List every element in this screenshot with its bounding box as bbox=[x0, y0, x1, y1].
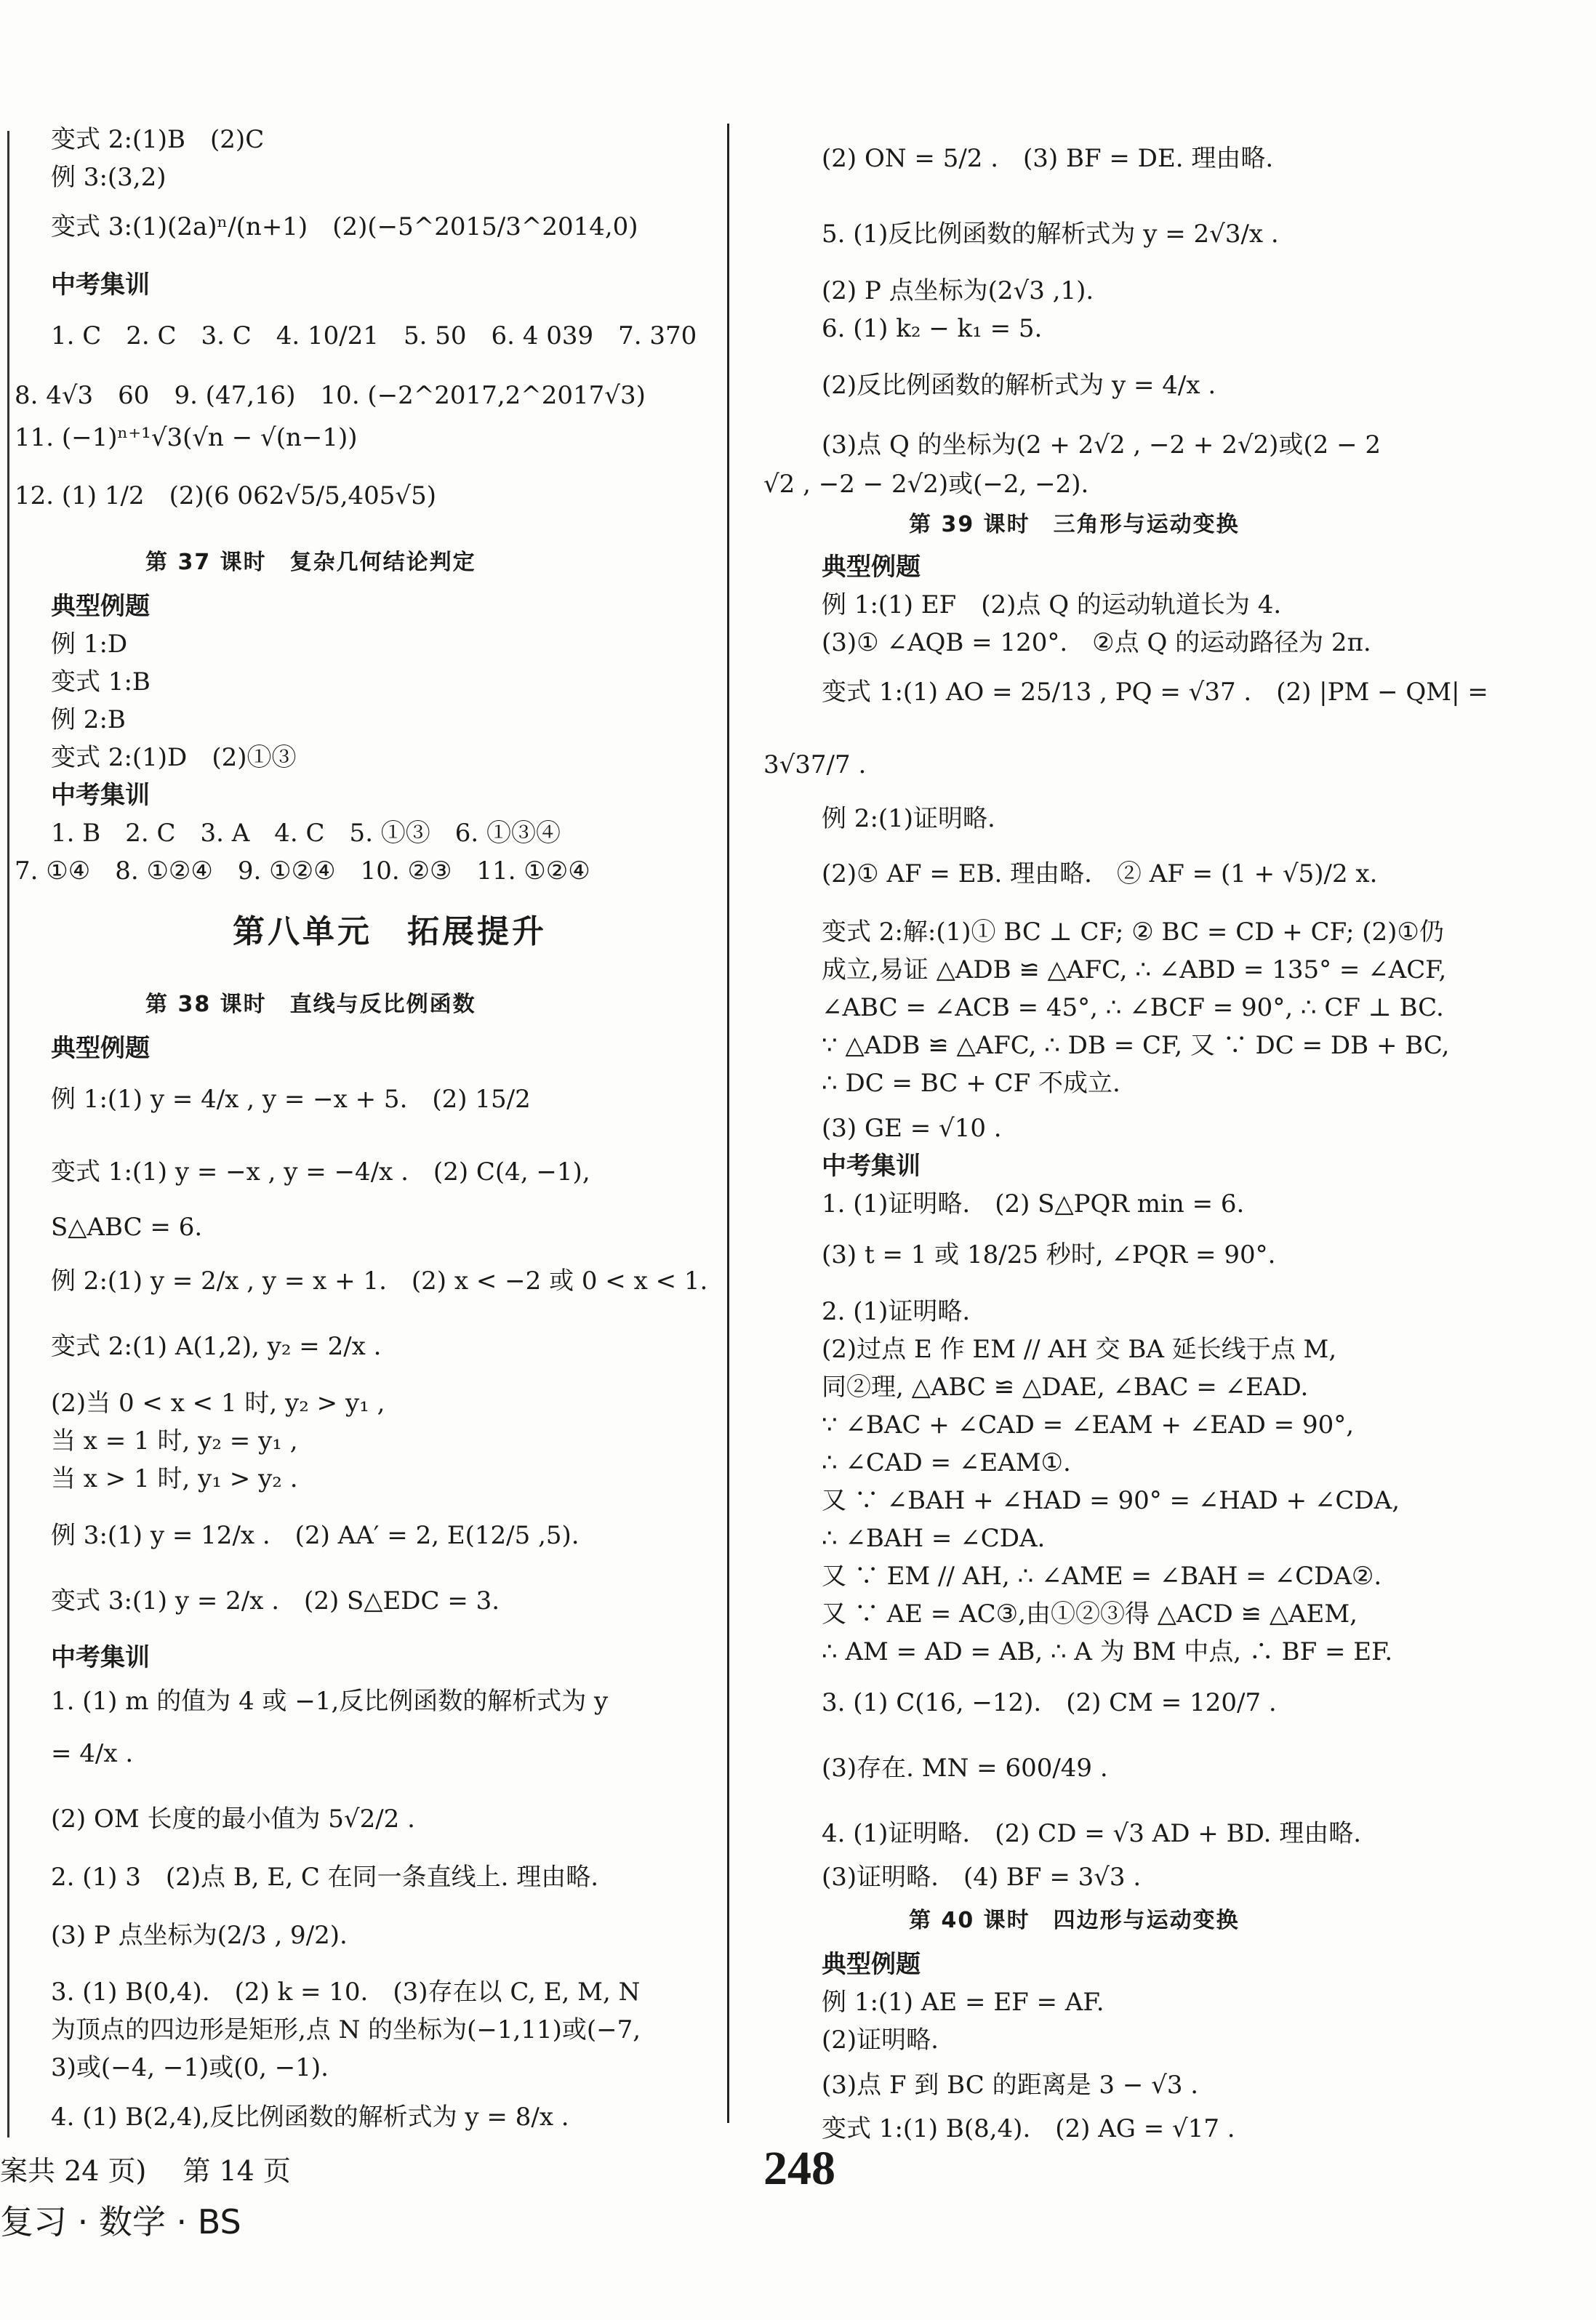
answer-line: 3)或(−4, −1)或(0, −1). bbox=[51, 2053, 329, 2082]
answer-line: 12. (1) 1/2 (2)(6 062√5/5,405√5) bbox=[15, 481, 436, 510]
section-heading: 中考集训 bbox=[822, 1152, 921, 1181]
answer-line: 1. (1)证明略. (2) S△PQR min = 6. bbox=[822, 1189, 1245, 1219]
answer-line: (2) OM 长度的最小值为 5√2/2 . bbox=[51, 1805, 415, 1834]
answer-line: √2 , −2 − 2√2)或(−2, −2). bbox=[763, 470, 1089, 499]
answer-line: 例 1:(1) y = 4/x , y = −x + 5. (2) 15/2 bbox=[51, 1085, 531, 1114]
answer-line: 又 ∵ EM // AH, ∴ ∠AME = ∠BAH = ∠CDA②. bbox=[822, 1562, 1382, 1591]
section-heading: 典型例题 bbox=[822, 553, 921, 582]
section-heading: 中考集训 bbox=[51, 781, 150, 810]
answer-line: 变式 1:(1) B(8,4). (2) AG = √17 . bbox=[822, 2114, 1235, 2143]
answer-line: 变式 2:解:(1)① BC ⊥ CF; ② BC = CD + CF; (2)①仍 bbox=[822, 918, 1444, 947]
answer-line: 例 1:(1) AE = EF = AF. bbox=[822, 1988, 1104, 2017]
section-heading: 中考集训 bbox=[51, 1643, 150, 1672]
answer-line: 为顶点的四边形是矩形,点 N 的坐标为(−1,11)或(−7, bbox=[51, 2015, 641, 2044]
answer-line: 4. (1)证明略. (2) CD = √3 AD + BD. 理由略. bbox=[822, 1819, 1362, 1848]
answer-line: 当 x = 1 时, y₂ = y₁ , bbox=[51, 1426, 298, 1456]
answer-line: 1. B 2. C 3. A 4. C 5. ①③ 6. ①③④ bbox=[51, 819, 561, 848]
answer-line: ∵ ∠BAC + ∠CAD = ∠EAM + ∠EAD = 90°, bbox=[822, 1410, 1355, 1440]
answer-line: ∴ DC = BC + CF 不成立. bbox=[822, 1069, 1120, 1098]
answer-line: (3)点 Q 的坐标为(2 + 2√2 , −2 + 2√2)或(2 − 2 bbox=[822, 430, 1382, 459]
answer-line: 变式 3:(1) y = 2/x . (2) S△EDC = 3. bbox=[51, 1586, 500, 1615]
answer-line: 7. ①④ 8. ①②④ 9. ①②④ 10. ②③ 11. ①②④ bbox=[15, 856, 590, 886]
left-margin-rule bbox=[7, 131, 9, 2138]
answer-line: 例 2:B bbox=[51, 705, 126, 734]
section-heading: 典型例题 bbox=[51, 592, 150, 621]
section-heading: 典型例题 bbox=[51, 1034, 150, 1063]
answer-line: (3)点 F 到 BC 的距离是 3 − √3 . bbox=[822, 2071, 1199, 2100]
lesson-heading: 第 38 课时 直线与反比例函数 bbox=[145, 992, 476, 1017]
column-divider bbox=[727, 124, 729, 2123]
section-heading: 典型例题 bbox=[822, 1950, 921, 1979]
answer-line: 成立,易证 △ADB ≌ △AFC, ∴ ∠ABD = 135° = ∠ACF, bbox=[822, 955, 1447, 984]
answer-line: 变式 1:(1) y = −x , y = −4/x . (2) C(4, −1), bbox=[51, 1157, 590, 1187]
answer-line: 3. (1) C(16, −12). (2) CM = 120/7 . bbox=[822, 1688, 1277, 1717]
answer-line: 又 ∵ AE = AC③,由①②③得 △ACD ≌ △AEM, bbox=[822, 1599, 1358, 1629]
lesson-heading: 第 40 课时 四边形与运动变换 bbox=[909, 1908, 1240, 1933]
answer-line: 当 x > 1 时, y₁ > y₂ . bbox=[51, 1464, 298, 1493]
answer-line: 又 ∵ ∠BAH + ∠HAD = 90° = ∠HAD + ∠CDA, bbox=[822, 1486, 1400, 1515]
answer-line: 例 3:(3,2) bbox=[51, 163, 167, 192]
answer-line: 变式 1:B bbox=[51, 667, 151, 697]
lesson-heading: 第 37 课时 复杂几何结论判定 bbox=[145, 550, 476, 575]
unit-heading: 第八单元 拓展提升 bbox=[233, 913, 547, 950]
answer-line: (3) P 点坐标为(2/3 , 9/2). bbox=[51, 1921, 348, 1950]
answer-line: 2. (1) 3 (2)点 B, E, C 在同一条直线上. 理由略. bbox=[51, 1863, 599, 1892]
answer-line: 变式 3:(1)(2a)ⁿ/(n+1) (2)(−5^2015/3^2014,0) bbox=[51, 212, 638, 241]
page-number: 248 bbox=[763, 2142, 835, 2195]
answer-line: (2) ON = 5/2 . (3) BF = DE. 理由略. bbox=[822, 144, 1274, 173]
answer-line: 例 1:D bbox=[51, 630, 128, 659]
footer-brand: 复习 · 数学 · BS bbox=[0, 2202, 241, 2241]
answer-line: 变式 2:(1)D (2)①③ bbox=[51, 743, 297, 772]
answer-line: S△ABC = 6. bbox=[51, 1213, 203, 1242]
answer-line: (2)① AF = EB. 理由略. ② AF = (1 + √5)/2 x. bbox=[822, 859, 1378, 888]
answer-line: (2)反比例函数的解析式为 y = 4/x . bbox=[822, 371, 1216, 400]
answer-line: 变式 2:(1) A(1,2), y₂ = 2/x . bbox=[51, 1332, 382, 1361]
section-heading: 中考集训 bbox=[51, 270, 150, 300]
answer-line: ∴ ∠BAH = ∠CDA. bbox=[822, 1524, 1046, 1553]
answer-line: (3)① ∠AQB = 120°. ②点 Q 的运动路径为 2π. bbox=[822, 628, 1371, 657]
answer-line: 同②理, △ABC ≌ △DAE, ∠BAC = ∠EAD. bbox=[822, 1373, 1309, 1402]
answer-line: (3)存在. MN = 600/49 . bbox=[822, 1754, 1108, 1783]
answer-line: (2)当 0 < x < 1 时, y₂ > y₁ , bbox=[51, 1389, 385, 1418]
answer-line: 1. (1) m 的值为 4 或 −1,反比例函数的解析式为 y bbox=[51, 1687, 609, 1716]
answer-line: = 4/x . bbox=[51, 1739, 134, 1768]
answer-line: 变式 2:(1)B (2)C bbox=[51, 125, 265, 154]
answer-line: 6. (1) k₂ − k₁ = 5. bbox=[822, 314, 1043, 343]
answer-line: 4. (1) B(2,4),反比例函数的解析式为 y = 8/x . bbox=[51, 2103, 569, 2132]
answer-line: 2. (1)证明略. bbox=[822, 1297, 971, 1326]
answer-line: 变式 1:(1) AO = 25/13 , PQ = √37 . (2) |PM − QM| = bbox=[822, 678, 1488, 707]
answer-line: (3) GE = √10 . bbox=[822, 1114, 1002, 1143]
answer-line: ∠ABC = ∠ACB = 45°, ∴ ∠BCF = 90°, ∴ CF ⊥ BC. bbox=[822, 993, 1444, 1022]
answer-line: 例 1:(1) EF (2)点 Q 的运动轨道长为 4. bbox=[822, 590, 1282, 619]
answer-line: 1. C 2. C 3. C 4. 10/21 5. 50 6. 4 039 7. 370 bbox=[51, 321, 697, 350]
answer-line: ∵ △ADB ≌ △AFC, ∴ DB = CF, 又 ∵ DC = DB + BC, bbox=[822, 1031, 1450, 1060]
answer-line: 5. (1)反比例函数的解析式为 y = 2√3/x . bbox=[822, 220, 1279, 249]
lesson-heading: 第 39 课时 三角形与运动变换 bbox=[909, 512, 1240, 537]
answer-line: 3. (1) B(0,4). (2) k = 10. (3)存在以 C, E, M, N bbox=[51, 1978, 641, 2007]
answer-line: 11. (−1)ⁿ⁺¹√3(√n − √(n−1)) bbox=[15, 423, 358, 452]
answer-line: (3) t = 1 或 18/25 秒时, ∠PQR = 90°. bbox=[822, 1240, 1276, 1269]
answer-line: 例 2:(1)证明略. bbox=[822, 804, 995, 833]
answer-line: 例 2:(1) y = 2/x , y = x + 1. (2) x < −2 或 0 < x < 1. bbox=[51, 1267, 708, 1296]
answer-line: (2)证明略. bbox=[822, 2026, 939, 2055]
answer-line: (3)证明略. (4) BF = 3√3 . bbox=[822, 1863, 1142, 1892]
answer-line: 例 3:(1) y = 12/x . (2) AA′ = 2, E(12/5 ,5). bbox=[51, 1521, 580, 1550]
footer-page-info: 案共 24 页) 第 14 页 bbox=[0, 2155, 291, 2187]
answer-line: (2)过点 E 作 EM // AH 交 BA 延长线于点 M, bbox=[822, 1335, 1337, 1364]
answer-line: ∴ AM = AD = AB, ∴ A 为 BM 中点, ∴ BF = EF. bbox=[822, 1637, 1393, 1666]
answer-line: (2) P 点坐标为(2√3 ,1). bbox=[822, 276, 1094, 305]
answer-line: 3√37/7 . bbox=[763, 750, 867, 779]
answer-line: 8. 4√3 60 9. (47,16) 10. (−2^2017,2^2017√3) bbox=[15, 381, 646, 410]
answer-line: ∴ ∠CAD = ∠EAM①. bbox=[822, 1448, 1071, 1477]
